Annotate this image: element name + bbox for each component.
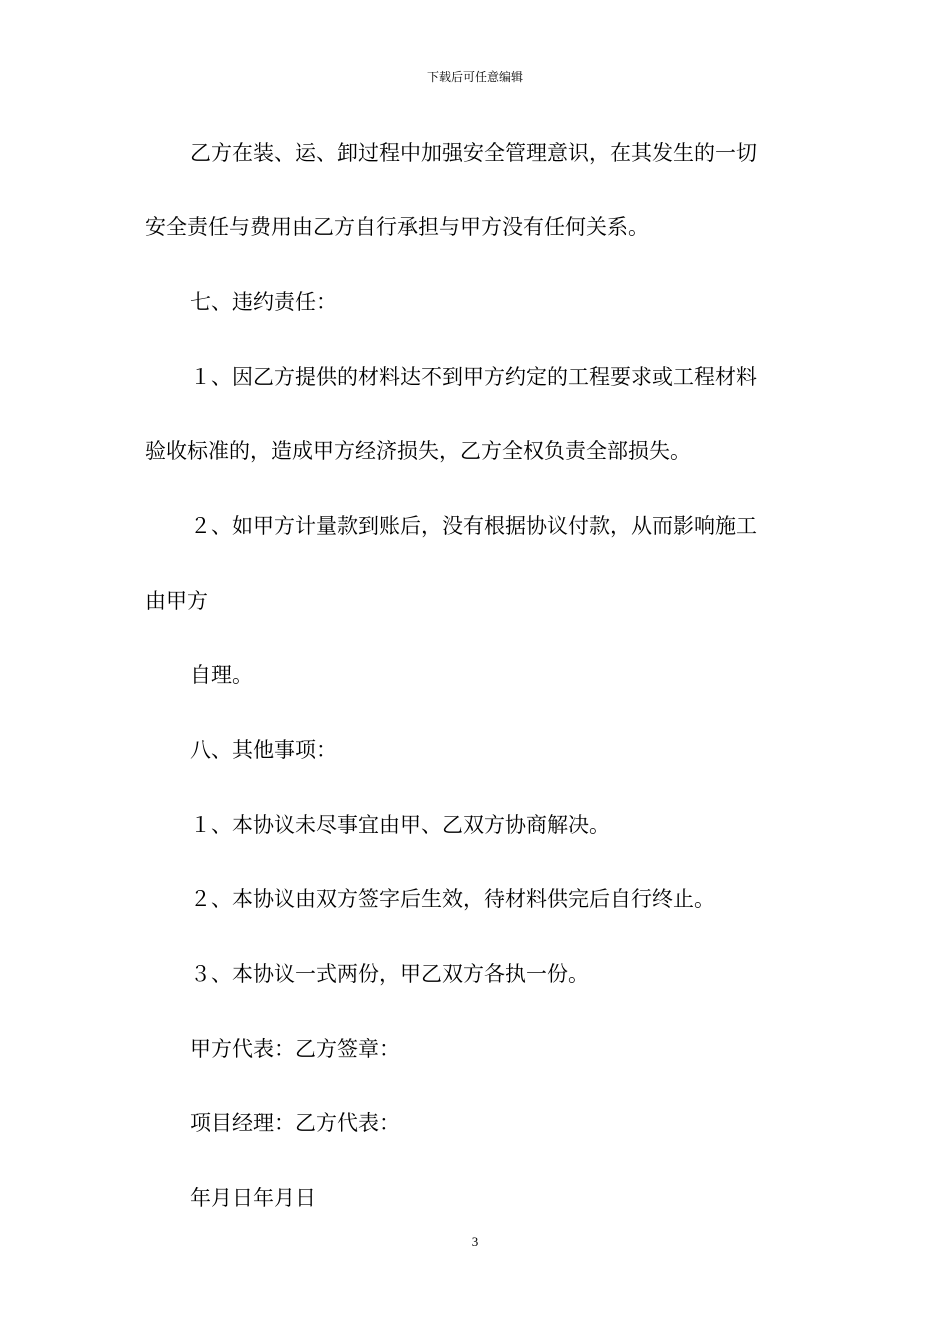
section-heading: 八、其他事项： bbox=[190, 738, 337, 762]
paragraph-line: ２、如甲方计量款到账后，没有根据协议付款，从而影响施工 bbox=[190, 514, 757, 538]
signature-line: 项目经理：乙方代表： bbox=[190, 1111, 400, 1135]
paragraph-line: ３、本协议一式两份，甲乙双方各执一份。 bbox=[190, 962, 589, 986]
date-line: 年月日年月日 bbox=[190, 1186, 316, 1210]
paragraph-line: 验收标准的，造成甲方经济损失，乙方全权负责全部损失。 bbox=[145, 439, 691, 463]
paragraph-line: 由甲方 bbox=[145, 589, 208, 613]
page-header: 下载后可任意编辑 bbox=[426, 70, 523, 84]
paragraph-line: 安全责任与费用由乙方自行承担与甲方没有任何关系。 bbox=[145, 215, 649, 239]
paragraph-line: 乙方在装、运、卸过程中加强安全管理意识，在其发生的一切 bbox=[190, 141, 757, 165]
paragraph-line: １、因乙方提供的材料达不到甲方约定的工程要求或工程材料 bbox=[190, 365, 757, 389]
signature-line: 甲方代表：乙方签章： bbox=[190, 1037, 400, 1061]
page-number: 3 bbox=[471, 1234, 479, 1249]
paragraph-line: 自理。 bbox=[190, 663, 253, 687]
paragraph-line: ２、本协议由双方签字后生效，待材料供完后自行终止。 bbox=[190, 887, 715, 911]
section-heading: 七、违约责任： bbox=[190, 290, 337, 314]
paragraph-line: １、本协议未尽事宜由甲、乙双方协商解决。 bbox=[190, 813, 610, 837]
